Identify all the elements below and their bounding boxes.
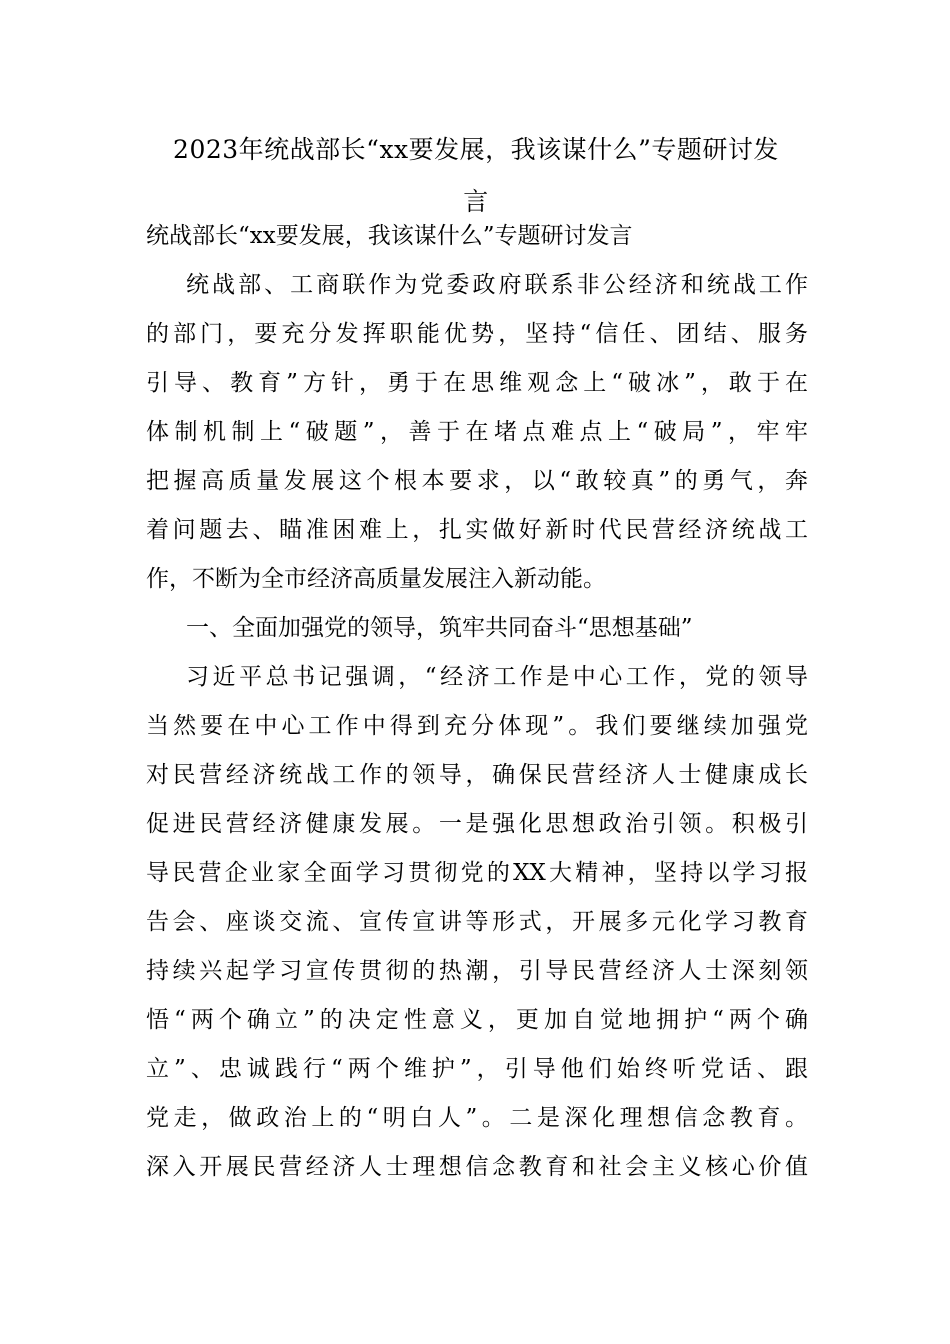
text-line: 引导、教育”方针，勇于在思维观念上“破冰”，敢于在 xyxy=(146,370,808,396)
text-line: 悟“两个确立”的决定性意义，更加自觉地拥护“两个确 xyxy=(146,1007,808,1033)
text-line: 导民营企业家全面学习贯彻党的XX大精神，坚持以学习报 xyxy=(146,860,808,886)
title-line: 言 xyxy=(463,187,489,216)
text-line: 作，不断为全市经济高质量发展注入新动能。 xyxy=(146,566,606,592)
text-line: 统战部、工商联作为党委政府联系非公经济和统战工作 xyxy=(186,272,808,298)
text-line: 告会、座谈交流、宣传宣讲等形式，开展多元化学习教育 xyxy=(146,909,808,935)
text-line: 立”、忠诚践行“两个维护”，引导他们始终听党话、跟 xyxy=(146,1056,808,1082)
title-line: 2023年统战部长“xx要发展，我该谋什么”专题研讨发 xyxy=(173,135,779,164)
text-line: 习近平总书记强调，“经济工作是中心工作，党的领导 xyxy=(186,664,808,690)
document-body xyxy=(146,212,808,1192)
text-line: 着问题去、瞄准困难上，扎实做好新时代民营经济统战工 xyxy=(146,517,808,543)
text-line: 当然要在中心工作中得到充分体现”。我们要继续加强党 xyxy=(146,713,808,739)
text-line: 一、全面加强党的领导，筑牢共同奋斗“思想基础” xyxy=(186,615,693,641)
text-line: 的部门，要充分发挥职能优势，坚持“信任、团结、服务 xyxy=(146,321,808,347)
text-line: 对民营经济统战工作的领导，确保民营经济人士健康成长 xyxy=(146,762,808,788)
text-line: 党走，做政治上的“明白人”。二是深化理想信念教育。 xyxy=(146,1105,808,1131)
text-line: 深入开展民营经济人士理想信念教育和社会主义核心价值 xyxy=(146,1154,808,1180)
text-line: 体制机制上“破题”，善于在堵点难点上“破局”，牢牢 xyxy=(146,419,808,445)
text-line: 统战部长“xx要发展，我该谋什么”专题研讨发言 xyxy=(146,223,633,249)
text-line: 把握高质量发展这个根本要求，以“敢较真”的勇气，奔 xyxy=(146,468,808,494)
text-line: 持续兴起学习宣传贯彻的热潮，引导民营经济人士深刻领 xyxy=(146,958,808,984)
text-line: 促进民营经济健康发展。一是强化思想政治引领。积极引 xyxy=(146,811,808,837)
